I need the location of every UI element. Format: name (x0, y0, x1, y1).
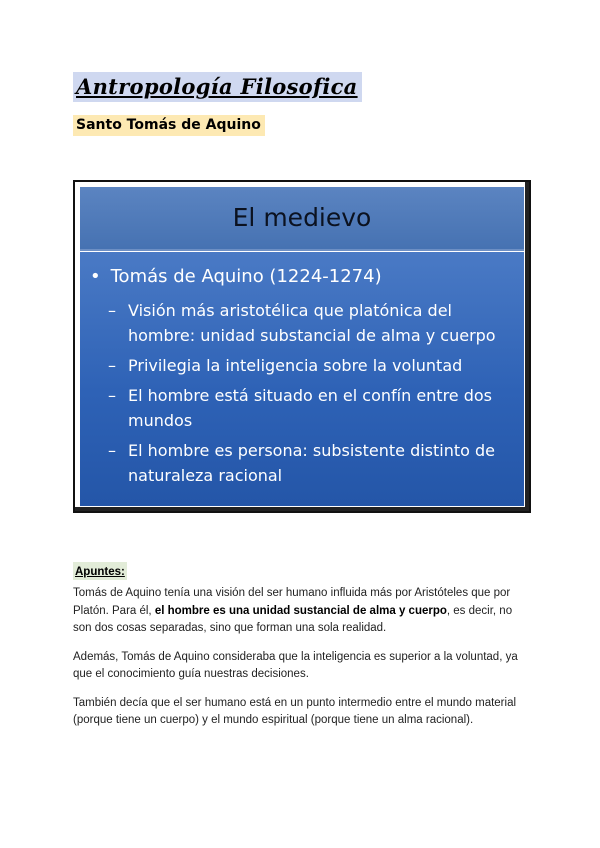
page-subtitle: Santo Tomás de Aquino (76, 117, 261, 133)
slide-image (73, 180, 531, 513)
dash-icon: – (108, 301, 116, 320)
slide-sub-bullet (108, 353, 518, 378)
notes-p1-text-end: , es decir, no son dos cosas separadas, sino que forman una sola realidad. (73, 604, 513, 634)
dash-icon: – (108, 441, 116, 460)
dash-icon: – (108, 356, 116, 375)
notes-p1-bold-text: el hombre es una unidad sustancial de alma y cuerpo (154, 604, 447, 617)
bullet-dot-icon: • (90, 266, 101, 287)
slide-title: El medievo (232, 203, 372, 232)
notes-paragraph-3: También decía que el ser humano está en un punto intermedio entre el mundo material (porque tiene un cuerpo) y el mundo espiritual (porque tiene un alma racional). (73, 696, 517, 726)
slide-sub-bullet-text: El hombre está situado en el confín entre dos mundos (128, 386, 493, 430)
page-title: Antropología Filosofica (76, 74, 358, 99)
slide-sub-bullet (108, 383, 518, 433)
slide-sub-bullet-text: Visión más aristotélica que platónica del hombre: unidad substancial de alma y cuerpo (128, 301, 496, 345)
subtitle-highlight (73, 115, 265, 136)
title-highlight (73, 72, 362, 102)
slide-sub-bullet-text: El hombre es persona: subsistente distinto de naturaleza racional (128, 441, 496, 485)
dash-icon: – (108, 386, 116, 405)
notes-heading-highlight (73, 562, 127, 580)
slide-sub-bullet (108, 438, 518, 488)
slide-main-bullet (90, 266, 382, 287)
slide-body (80, 252, 524, 506)
slide-sub-bullet-text: Privilegia la inteligencia sobre la voluntad (128, 356, 463, 375)
slide-header (80, 187, 524, 251)
notes-p1-text-start: Tomás de Aquino tenía una visión del ser humano influida más por Aristóteles que por Platón. Para él, (73, 587, 511, 617)
slide-sub-bullets (108, 298, 518, 493)
notes-paragraph-1 (73, 585, 529, 638)
notes-paragraph-2: Además, Tomás de Aquino consideraba que la inteligencia es superior a la voluntad, ya que el conocimiento guía nuestras decisiones. (73, 650, 518, 680)
slide-main-bullet-text: Tomás de Aquino (1224-1274) (110, 266, 382, 287)
notes-heading: Apuntes: (75, 566, 125, 578)
slide-sub-bullet (108, 298, 518, 348)
notes-body (73, 585, 529, 741)
